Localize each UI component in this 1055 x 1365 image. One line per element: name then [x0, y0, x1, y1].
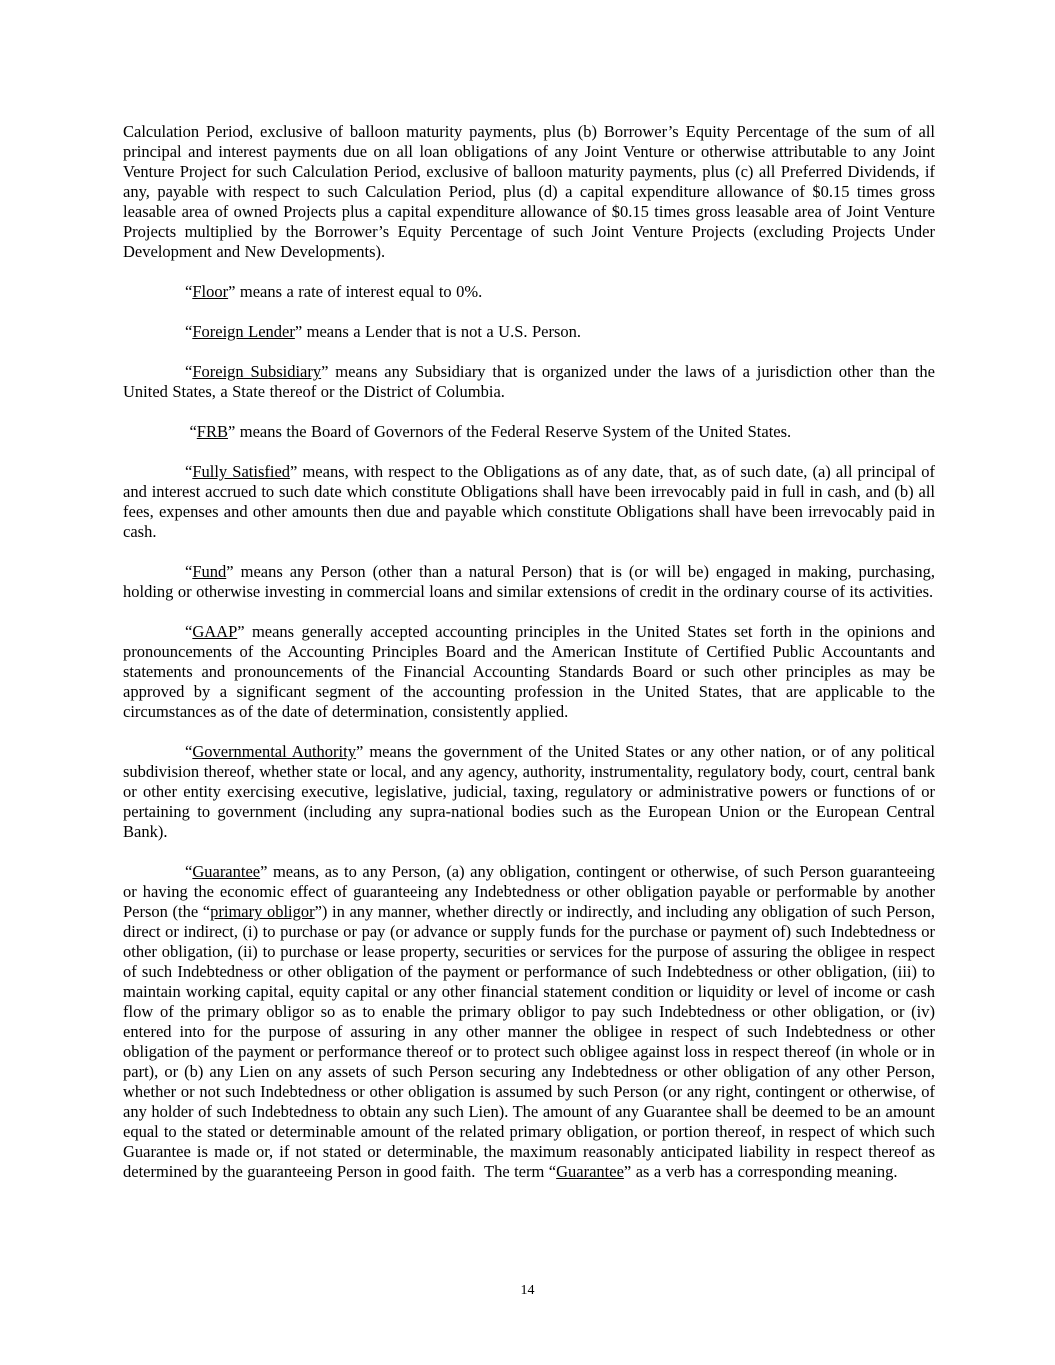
defined-term: Governmental Authority [192, 742, 356, 761]
paragraph-text: ” means any Person (other than a natural Person) that is (or will be) engaged in making, purchasing, holding or otherwise investing in commercial loans and similar extensions of credit in the ordinary course of its activities. [123, 562, 935, 601]
paragraph-text: ” means, with respect to the Obligations as of any date, that, as of such date, (a) all principal of and interest accrued to such date which constitute Obligations shall have been irrevocably paid in full in cash, and (b) all fees, expenses and other amounts then due and payable which constitute Obligations shall have been irrevocably paid in cash. [123, 462, 936, 541]
defined-term: Guarantee [556, 1162, 624, 1181]
definition-foreign-subsidiary [123, 362, 935, 402]
page-number: 14 [520, 1283, 535, 1298]
definition-floor [123, 282, 935, 302]
paragraph-text: ” means the Board of Governors of the Federal Reserve System of the United States. [227, 422, 792, 441]
paragraph-text: ” means a Lender that is not a U.S. Person. [294, 322, 581, 341]
defined-term: Guarantee [192, 862, 261, 881]
defined-term: Fully Satisfied [192, 462, 291, 481]
defined-term: Foreign Subsidiary [192, 362, 322, 381]
paragraph-text: “ [185, 622, 193, 641]
document-body [123, 122, 935, 1202]
defined-term: primary obligor [210, 902, 315, 921]
definition-governmental-authority [123, 742, 935, 842]
definition-fund [123, 562, 935, 602]
paragraph-text: “ [185, 742, 193, 761]
continuation-paragraph [123, 122, 935, 262]
paragraph-text: ” means the government of the United States or any other nation, or of any political subdivision thereof, whether state or local, and any agency, authority, instrumentality, regulatory body, court, central bank or other entity exercising executive, legislative, judicial, taxing, regulatory or administrative powers or functions of or pertaining to government (including any supra-national bodies such as the European Union or the European Central Bank). [123, 742, 935, 841]
defined-term: Fund [192, 562, 227, 581]
defined-term: FRB [196, 422, 228, 441]
definition-foreign-lender [123, 322, 935, 342]
paragraph-text: ” as a verb has a corresponding meaning. [623, 1162, 898, 1181]
paragraph-text: “ [185, 562, 193, 581]
paragraph-text: “ [185, 282, 193, 301]
paragraph-text: ” means generally accepted accounting principles in the United States set forth in the opinions and pronouncements of the Accounting Principles Board and the American Institute of Certified Public Accountants and statements and pronouncements of the Financial Accounting Standards Board or such other principles as may be approved by a significant segment of the accounting profession in the United States, that are applicable to the circumstances as of the date of determination, consistently applied. [123, 622, 935, 721]
paragraph-text: ” means, as to any Person, (a) any obligation, contingent or otherwise, of such Person guaranteeing or having the economic effect of guaranteeing any Indebtedness or other obligation payable or performable by another Person (the “ [123, 862, 935, 921]
paragraph-text: “ [185, 862, 193, 881]
paragraph-text: Calculation Period, exclusive of balloon maturity payments, plus (b) Borrower’s Equity Percentage of the sum of all principal and interest payments due on all loan obligations of any Joint Venture or otherwise attributable to any Joint Venture Project for such Calculation Period, exclusive of balloon maturity payments, plus (c) all Preferred Dividends, if any, payable with respect to such Calculation Period, plus (d) a capital expenditure allowance of $0.15 times gross leasable area of owned Projects plus a capital expenditure allowance of $0.15 times gross leasable area of Joint Venture Projects multiplied by the Borrower’s Equity Percentage of such Joint Venture Projects (excluding Projects Under Development and New Developments). [123, 122, 935, 261]
definition-frb [123, 422, 935, 442]
defined-term: Floor [192, 282, 229, 301]
defined-term: Foreign Lender [192, 322, 295, 341]
definition-gaap [123, 622, 935, 722]
page-footer [0, 1283, 1055, 1299]
paragraph-text: ” means a rate of interest equal to 0%. [228, 282, 483, 301]
paragraph-text: ”) in any manner, whether directly or indirectly, and including any obligation of such Person, direct or indirect, (i) to purchase or pay (or advance or supply funds for the purchase or payment of) such Indebtedness or other obligation, (ii) to purchase or lease property, securities or services for the purpose of assuring the obligee in respect of such Indebtedness or other obligation of the payment or performance of such Indebtedness or other obligation, (iii) to maintain working capital, equity capital or any other financial statement condition or liquidity or level of income or cash flow of the primary obligor so as to enable the primary obligor to pay such Indebtedness or other obligation, or (iv) entered into for the purpose of assuring in any other manner the obligee in respect of such Indebtedness or other obligation of the payment or performance thereof or to protect such obligee against loss in respect thereof (in whole or in part), or (b) any Lien on any assets of such Person securing any Indebtedness or other obligation of any other Person, whether or not such Indebtedness or other obligation is assumed by such Person (or any right, contingent or otherwise, of any holder of such Indebtedness to obtain any such Lien). The amount of any Guarantee shall be deemed to be an amount equal to the stated or determinable amount of the related primary obligation, or portion thereof, in respect of which such Guarantee is made or, if not stated or determinable, the maximum reasonably anticipated liability in respect thereof as determined by the guaranteeing Person in good faith. The term “ [123, 902, 935, 1181]
definition-fully-satisfied [123, 462, 935, 542]
paragraph-text: “ [185, 462, 193, 481]
paragraph-text: ” means any Subsidiary that is organized under the laws of a jurisdiction other than the United States, a State thereof or the District of Columbia. [123, 362, 936, 401]
paragraph-text: “ [185, 422, 197, 441]
paragraph-text: “ [185, 362, 193, 381]
definition-guarantee [123, 862, 935, 1182]
paragraph-text: “ [185, 322, 193, 341]
defined-term: GAAP [192, 622, 238, 641]
